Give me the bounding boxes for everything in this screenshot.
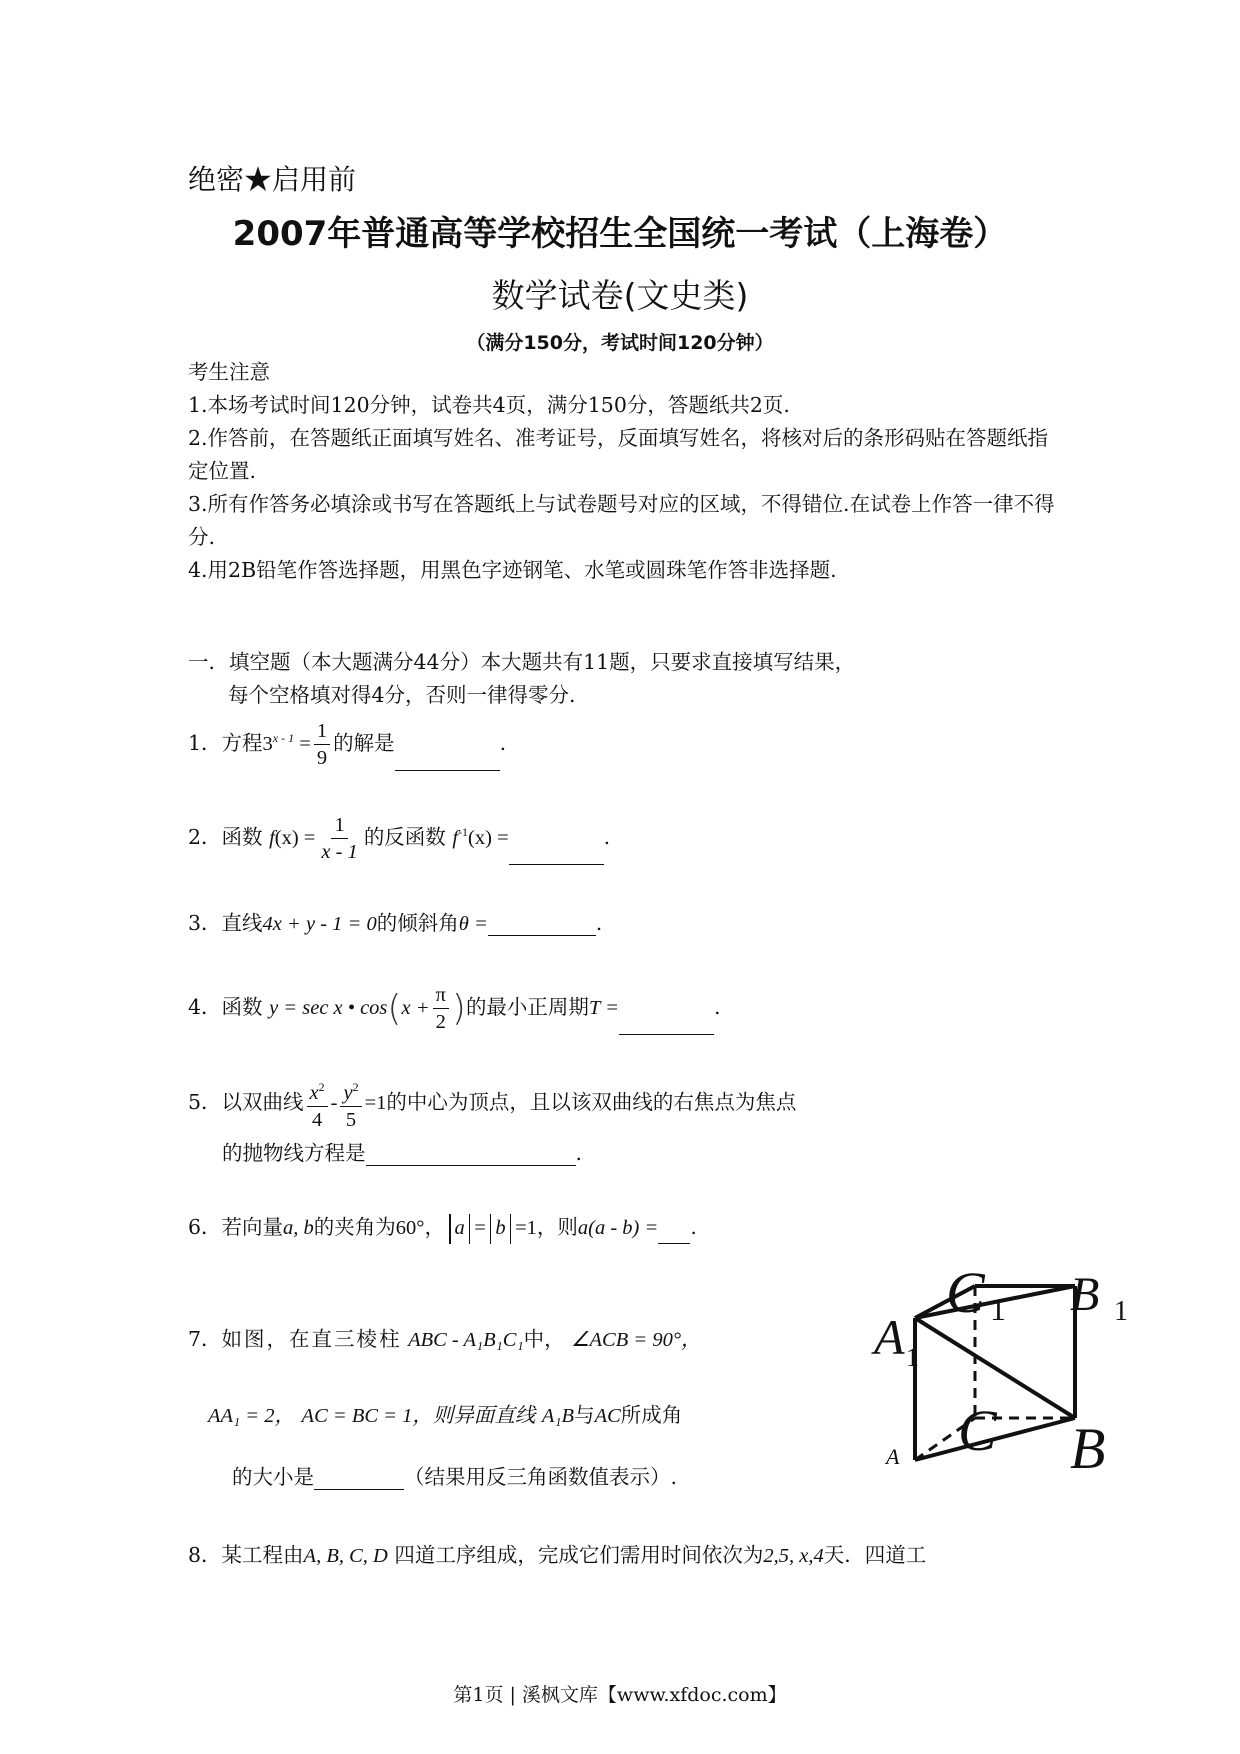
square: 2	[318, 1080, 325, 1094]
right-paren: )	[451, 988, 466, 1029]
exam-title: 2007年普通高等学校招生全国统一考试（上海卷）	[232, 214, 1008, 254]
question-text: 若向量	[221, 1215, 284, 1239]
question-4	[188, 982, 720, 1035]
math-minus: -	[330, 1091, 338, 1114]
math-expression: x +	[401, 997, 430, 1019]
left-paren: (	[387, 988, 402, 1029]
question-6	[188, 1210, 697, 1244]
math-a: a	[454, 1217, 465, 1239]
page-footer: 第1页 | 溪枫文库【www.xfdoc.com】	[453, 1684, 787, 1706]
math-times: 2,5, x,4	[763, 1545, 824, 1567]
section-header	[188, 646, 855, 712]
notice-heading: 考生注意	[188, 360, 270, 384]
fraction	[307, 1074, 328, 1133]
math-theta: θ =	[458, 913, 488, 935]
question-text: （结果用反三角函数值表示）.	[404, 1465, 678, 1489]
abs-bar	[469, 1214, 471, 1244]
math-eq: =	[474, 1217, 486, 1239]
numerator-text: y	[343, 1081, 353, 1104]
comma: ，	[424, 1215, 445, 1239]
label-b1: B	[1070, 1268, 1100, 1321]
math-expression: y = sec x • cos	[269, 997, 388, 1019]
math-eq: =1，则	[515, 1217, 578, 1239]
abs-bar	[510, 1214, 512, 1244]
section-line-1: 一．填空题（本大题满分44分）本大题共有11题，只要求直接填写结果，	[188, 650, 856, 674]
question-text: 的倾斜角	[376, 911, 459, 935]
math-expression: 4x + y - 1 = 0	[262, 913, 377, 935]
question-text: 如图，在直三棱柱	[221, 1327, 402, 1351]
question-number: 6．	[188, 1215, 222, 1239]
answer-blank[interactable]	[619, 1012, 714, 1035]
label-b: B	[1070, 1416, 1106, 1468]
math-eq: =	[294, 733, 311, 755]
question-text: 的抛物线方程是	[222, 1141, 366, 1165]
period: .	[595, 911, 603, 935]
denominator: x - 1	[321, 841, 358, 863]
notice-item: 4.用2B铅笔作答选择题，用黑色字迹钢笔、水笔或圆珠笔作答非选择题.	[188, 558, 837, 582]
answer-blank[interactable]	[658, 1221, 690, 1244]
math-expression: AC = BC = 1，则异面直线	[301, 1405, 536, 1427]
period: .	[499, 731, 507, 755]
math-exponent: x - 1	[272, 731, 295, 746]
answer-blank[interactable]	[395, 748, 500, 771]
label-b1-sub: 1	[1114, 1296, 1128, 1327]
question-text: 的解是	[333, 731, 395, 755]
fraction	[314, 718, 330, 771]
math-eq: =1	[364, 1091, 387, 1114]
label-a: A	[886, 1444, 900, 1468]
denominator: 9	[316, 747, 328, 769]
question-1	[188, 718, 506, 771]
question-number: 8．	[188, 1543, 222, 1567]
math-line: AC	[594, 1405, 621, 1427]
numerator: 1	[331, 812, 347, 839]
answer-blank[interactable]	[314, 1467, 404, 1490]
question-text: 所成角	[620, 1403, 683, 1427]
question-5-line-2	[222, 1136, 582, 1166]
numerator	[340, 1074, 361, 1107]
label-c: C	[958, 1398, 997, 1463]
abs-bar	[449, 1214, 451, 1244]
section-line-2: 每个空格填对得4分，否则一律得零分.	[228, 683, 576, 707]
question-text: 中，	[523, 1327, 565, 1351]
question-7-line-3	[232, 1460, 677, 1490]
question-number: 4．	[188, 995, 222, 1019]
math-f: f	[452, 827, 459, 849]
notice-item: 2.作答前，在答题纸正面填写姓名、准考证号，反面填写姓名，将核对后的条形码贴在答题纸指定位置.	[188, 426, 1049, 483]
label-c1-sub: 1	[990, 1291, 1006, 1327]
question-text: 函数	[221, 995, 263, 1019]
period: .	[603, 825, 611, 849]
question-7-line-2	[208, 1398, 682, 1428]
denominator: 4	[311, 1108, 323, 1131]
period: .	[575, 1141, 583, 1165]
numerator: π	[433, 982, 449, 1009]
math-angle: 60°	[395, 1217, 425, 1239]
math-expression: a(a - b) =	[577, 1217, 659, 1239]
question-3	[188, 906, 602, 936]
abs-bar	[490, 1214, 492, 1244]
question-text: 天．四道工	[823, 1543, 927, 1567]
notice-item: 1.本场考试时间120分钟，试卷共4页，满分150分，答题纸共2页.	[188, 393, 790, 417]
answer-blank[interactable]	[366, 1143, 576, 1166]
label-c1: C	[946, 1260, 985, 1325]
numerator: 1	[314, 718, 330, 745]
question-8	[188, 1538, 926, 1568]
question-text: 的中心为顶点，且以该双曲线的右焦点为焦点	[386, 1089, 797, 1114]
math-angle: ∠ACB = 90°，	[571, 1329, 702, 1351]
math-prism: ABC - A₁B₁C₁	[408, 1329, 524, 1351]
question-number: 2．	[188, 825, 222, 849]
prism-figure	[870, 1258, 1160, 1468]
question-number: 3．	[188, 911, 222, 935]
math-x: (x) =	[274, 827, 316, 849]
notice-block	[188, 356, 1058, 587]
question-text: 的夹角为	[313, 1215, 396, 1239]
fraction	[433, 982, 449, 1035]
question-text: 四道工序组成，完成它们需用时间依次为	[394, 1543, 764, 1567]
numerator	[307, 1074, 328, 1107]
math-f: f	[269, 827, 275, 849]
period: .	[690, 1215, 697, 1239]
notice-item: 3.所有作答务必填涂或书写在答题纸上与试卷题号对应的区域，不得错位.在试卷上作答一律不得分.	[188, 492, 1055, 549]
fraction	[318, 812, 360, 865]
question-number: 5．	[188, 1089, 222, 1114]
math-line: A₁B	[541, 1405, 575, 1427]
denominator: 5	[345, 1108, 357, 1131]
question-text: 某工程由	[221, 1543, 304, 1567]
question-7	[188, 1322, 702, 1352]
exam-subtitle: 数学试卷(文史类)	[491, 276, 749, 315]
math-x: (x) =	[468, 827, 509, 849]
question-text: 的反函数	[363, 825, 446, 849]
denominator: 2	[435, 1011, 446, 1033]
question-text: 直线	[221, 911, 263, 935]
question-number: 7．	[188, 1327, 222, 1351]
question-text: 的最小正周期	[465, 995, 589, 1019]
question-text: 方程	[221, 731, 263, 755]
confidential-mark: 绝密★启用前	[188, 163, 357, 196]
question-number: 1．	[188, 731, 222, 755]
numerator-text: x	[309, 1081, 319, 1104]
question-5	[188, 1074, 796, 1133]
question-text: 函数	[221, 825, 263, 849]
math-expression: AA₁ = 2，	[208, 1405, 296, 1427]
question-text: 以双曲线	[221, 1089, 304, 1114]
label-a1-sub: 1	[906, 1343, 919, 1372]
period: .	[713, 995, 721, 1019]
question-text: 的大小是	[232, 1465, 314, 1489]
math-tasks: A, B, C, D	[303, 1545, 388, 1567]
question-2	[188, 812, 610, 865]
math-inverse: -1	[458, 825, 469, 840]
square: 2	[352, 1080, 359, 1094]
answer-blank[interactable]	[488, 913, 596, 936]
math-base: 3	[262, 733, 273, 755]
fraction	[340, 1074, 361, 1133]
label-a1: A	[874, 1309, 905, 1365]
math-b: b	[495, 1217, 506, 1239]
math-vectors: a, b	[283, 1217, 314, 1239]
question-text: 与	[574, 1403, 595, 1427]
score-info: （满分150分，考试时间120分钟）	[466, 332, 774, 354]
math-T: T =	[588, 997, 619, 1019]
answer-blank[interactable]	[509, 842, 604, 865]
